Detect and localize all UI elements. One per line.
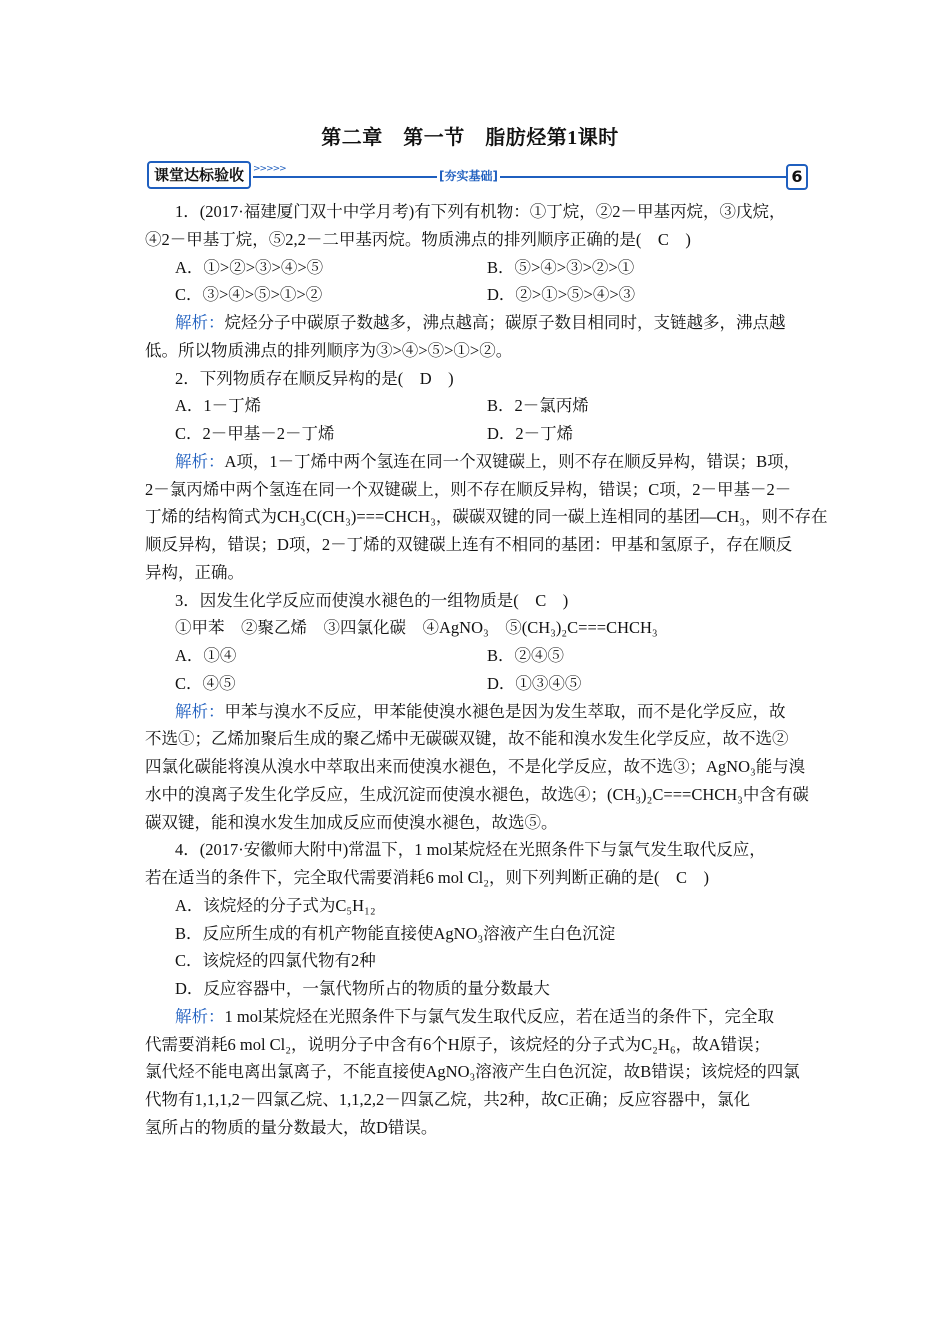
q2-option-d: D．2－丁烯 <box>487 424 574 443</box>
q1-analysis-line <box>145 309 810 337</box>
q4-analysis-text: 1 mol某烷烃在光照条件下与氯气发生取代反应，若在适当的条件下，完全取 <box>224 1006 775 1026</box>
q3-analysis-line <box>145 698 810 726</box>
q4-option-b: B．反应所生成的有机产物能直接使AgNO₃溶液产生白色沉淀 <box>175 923 616 943</box>
q3-analysis-line: 水中的溴离子发生化学反应，生成沉淀而使溴水褪色，故选④；(CH₃)₂C===CHCH₃中含有碳 <box>145 784 809 804</box>
q3-items-line: ①甲苯 ②聚乙烯 ③四氯化碳 ④AgNO₃ ⑤(CH₃)₂C===CHCH₃ <box>175 618 658 638</box>
banner-rule <box>253 176 789 178</box>
q4-analysis-line: 氯代烃不能电离出氯离子，不能直接使AgNO₃溶液产生白色沉淀，故B错误；该烷烃的四氯 <box>145 1062 800 1082</box>
q1-stem-line: 1．(2017·福建厦门双十中学月考)有下列有机物：①丁烷，②2－甲基丙烷，③戊烷， <box>175 202 786 221</box>
q3-analysis-text: 甲苯与溴水不反应，甲苯能使溴水褪色是因为发生萃取，而不是化学反应，故 <box>224 701 786 721</box>
q1-stem-line: ④2－甲基丁烷，⑤2,2－二甲基丙烷。物质沸点的排列顺序正确的是( C ) <box>145 229 691 249</box>
section-banner <box>147 159 809 191</box>
q2-analysis-line <box>145 448 810 476</box>
q1-option-c: C．③>④>⑤>①>② <box>175 285 323 305</box>
document-body <box>145 198 828 1142</box>
banner-label: 课堂达标验收 <box>147 161 251 189</box>
q1-options-row <box>145 281 810 309</box>
q3-option-a: A．①④ <box>175 646 237 665</box>
q2-option-b: B．2－氯丙烯 <box>487 396 589 416</box>
q4-analysis-label: 解析： <box>175 1006 225 1026</box>
q1-option-a: A．①>②>③>④>⑤ <box>175 257 324 277</box>
q3-options-row <box>145 642 810 670</box>
q1-analysis-label: 解析： <box>175 313 225 332</box>
banner-arrows-icon: >>>>> <box>253 164 286 174</box>
q3-analysis-line: 四氯化碳能将溴从溴水中萃取出来而使溴水褪色，不是化学反应，故不选③；AgNO₃能与溴 <box>145 757 806 776</box>
page-number-badge: 6 <box>786 164 808 190</box>
q2-option-a: A．1－丁烯 <box>175 396 262 416</box>
q4-analysis-line: 代物有1,1,1,2－四氯乙烷、1,1,2,2－四氯乙烷，共2种，故C正确；反应容器中，氯化 <box>145 1090 751 1109</box>
q2-analysis-line: 顺反异构，错误；D项，2－丁烯的双键碳上连有不相同的基团：甲基和氢原子，存在顺反 <box>145 535 793 554</box>
q1-analysis-text: 烷烃分子中碳原子数越多，沸点越高；碳原子数目相同时，支链越多，沸点越 <box>224 313 786 332</box>
q3-analysis-line: 碳双键，能和溴水发生加成反应而使溴水褪色，故选⑤。 <box>145 812 558 832</box>
q2-analysis-text: A项，1－丁烯中两个氢连在同一个双键碳上，则不存在顺反异构，错误；B项， <box>224 451 801 471</box>
q4-option-c: C．该烷烃的四氯代物有2种 <box>175 951 376 971</box>
q4-analysis-line: 氢所占的物质的量分数最大，故D错误。 <box>145 1117 438 1137</box>
q4-option-a: A．该烷烃的分子式为C₅H₁₂ <box>175 895 376 915</box>
banner-section-tag: [夯实基础] <box>439 169 498 183</box>
q3-option-c: C．④⑤ <box>175 673 236 693</box>
q4-analysis-line: 代需要消耗6 mol Cl₂，说明分子中含有6个H原子，该烷烃的分子式为C₂H₆，故A错误； <box>145 1034 771 1054</box>
q3-option-d: D．①③④⑤ <box>487 673 582 693</box>
q4-stem-line: 若在适当的条件下，完全取代需要消耗6 mol Cl₂，则下列判断正确的是( C ) <box>145 868 710 887</box>
q2-analysis-line: 丁烯的结构简式为CH₃C(CH₃)===CHCH₃，碳碳双键的同一碳上连相同的基团—CH₃，则不存在 <box>145 507 828 527</box>
q1-option-d: D．②>①>⑤>④>③ <box>487 285 636 305</box>
q1-option-b: B．⑤>④>③>②>① <box>487 257 635 277</box>
q4-option-d: D．反应容器中，一氯代物所占的物质的量分数最大 <box>175 979 550 998</box>
q2-stem-line: 2．下列物质存在顺反异构的是( D ) <box>175 368 454 388</box>
q3-stem-line: 3．因发生化学反应而使溴水褪色的一组物质是( C ) <box>175 590 569 610</box>
q3-analysis-line: 不选①；乙烯加聚后生成的聚乙烯中无碳碳双键，故不能和溴水发生化学反应，故不选② <box>145 729 789 749</box>
q3-option-b: B．②④⑤ <box>487 646 565 665</box>
q2-options-row <box>145 420 810 448</box>
q3-options-row <box>145 670 810 698</box>
q1-options-row <box>145 254 810 282</box>
q3-analysis-label: 解析： <box>175 701 225 721</box>
q2-option-c: C．2－甲基－2－丁烯 <box>175 424 335 443</box>
q4-stem-line: 4．(2017·安徽师大附中)常温下，1 mol某烷烃在光照条件下与氯气发生取代反应， <box>175 840 766 860</box>
q2-options-row <box>145 392 810 420</box>
q2-analysis-line: 异构，正确。 <box>145 562 244 582</box>
q2-analysis-label: 解析： <box>175 451 225 471</box>
q4-analysis-line <box>145 1003 810 1031</box>
page-title: 第二章 第一节 脂肪烃第1课时 <box>321 127 619 149</box>
q2-analysis-line: 2－氯丙烯中两个氢连在同一个双键碳上，则不存在顺反异构，错误；C项，2－甲基－2－ <box>145 479 792 499</box>
q1-analysis-line: 低。所以物质沸点的排列顺序为③>④>⑤>①>②。 <box>145 340 513 360</box>
